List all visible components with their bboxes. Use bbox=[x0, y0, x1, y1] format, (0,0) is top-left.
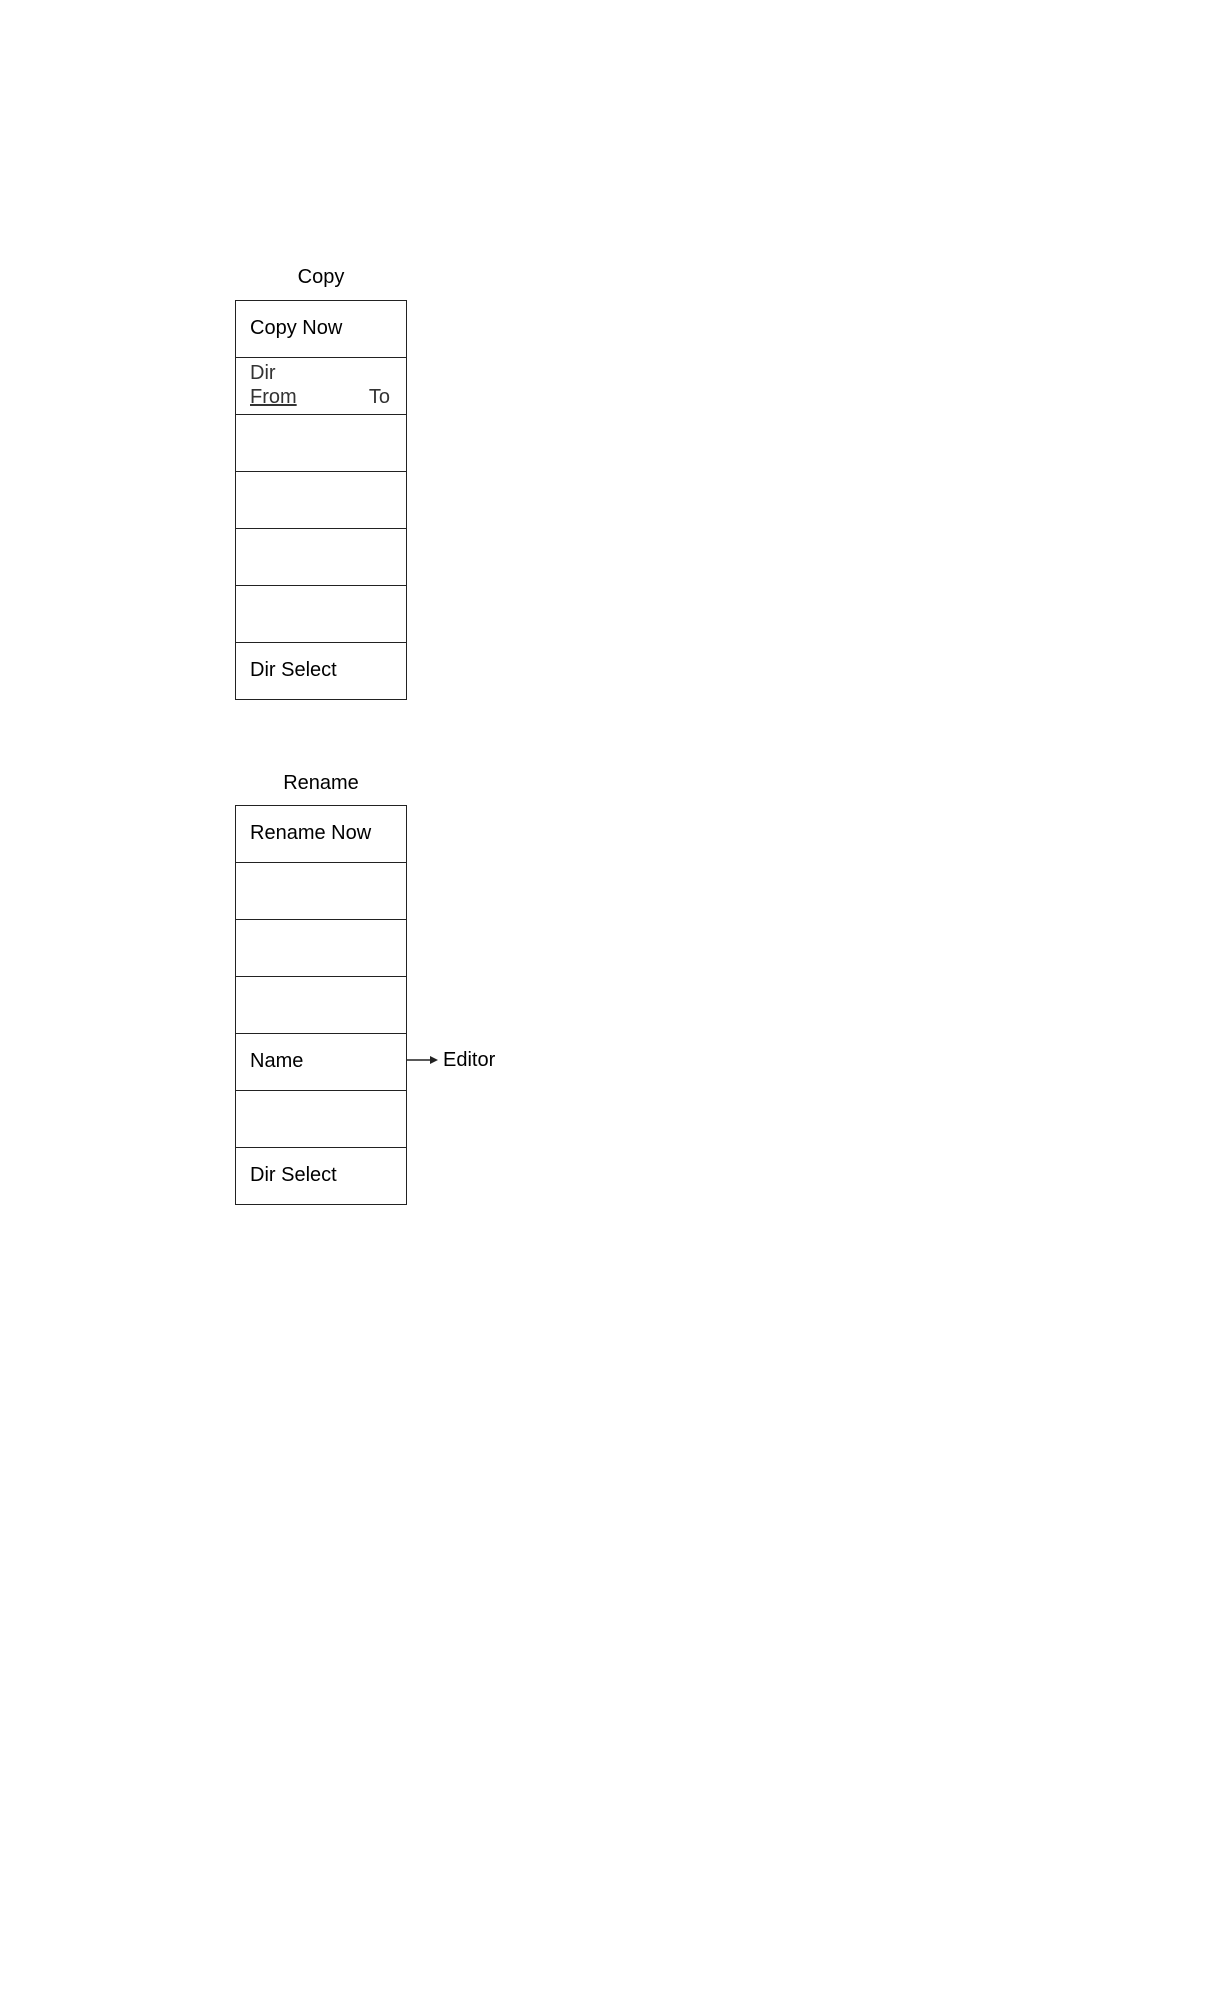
softkey-label: Dir bbox=[250, 362, 276, 384]
toggle-option-to: To bbox=[368, 386, 390, 408]
softkey-dir-toggle[interactable] bbox=[236, 358, 406, 415]
softkey-copy-now[interactable] bbox=[236, 301, 406, 358]
softkey-empty[interactable] bbox=[236, 586, 406, 643]
softkey-label: Dir Select bbox=[250, 659, 337, 681]
softkey-label: Copy Now bbox=[250, 317, 343, 339]
copy-menu-panel bbox=[235, 300, 407, 700]
softkey-rename-now[interactable] bbox=[236, 806, 406, 863]
softkey-empty[interactable] bbox=[236, 863, 406, 920]
softkey-name[interactable] bbox=[236, 1034, 406, 1091]
softkey-dir-select[interactable] bbox=[236, 643, 406, 699]
copy-menu-title: Copy bbox=[297, 266, 345, 288]
softkey-empty[interactable] bbox=[236, 415, 406, 472]
softkey-label: Name bbox=[250, 1050, 304, 1072]
softkey-empty[interactable] bbox=[236, 472, 406, 529]
softkey-label: Dir Select bbox=[250, 1164, 337, 1186]
softkey-label: Rename Now bbox=[250, 822, 372, 844]
softkey-empty[interactable] bbox=[236, 920, 406, 977]
arrow-connector bbox=[406, 1052, 440, 1068]
softkey-dir-select[interactable] bbox=[236, 1148, 406, 1204]
arrow-head-icon bbox=[430, 1056, 438, 1064]
toggle-option-from: From bbox=[250, 386, 297, 408]
rename-menu-panel bbox=[235, 805, 407, 1205]
softkey-empty[interactable] bbox=[236, 977, 406, 1034]
rename-menu-title: Rename bbox=[283, 772, 359, 794]
softkey-empty[interactable] bbox=[236, 529, 406, 586]
editor-label: Editor bbox=[443, 1049, 496, 1071]
softkey-empty[interactable] bbox=[236, 1091, 406, 1148]
